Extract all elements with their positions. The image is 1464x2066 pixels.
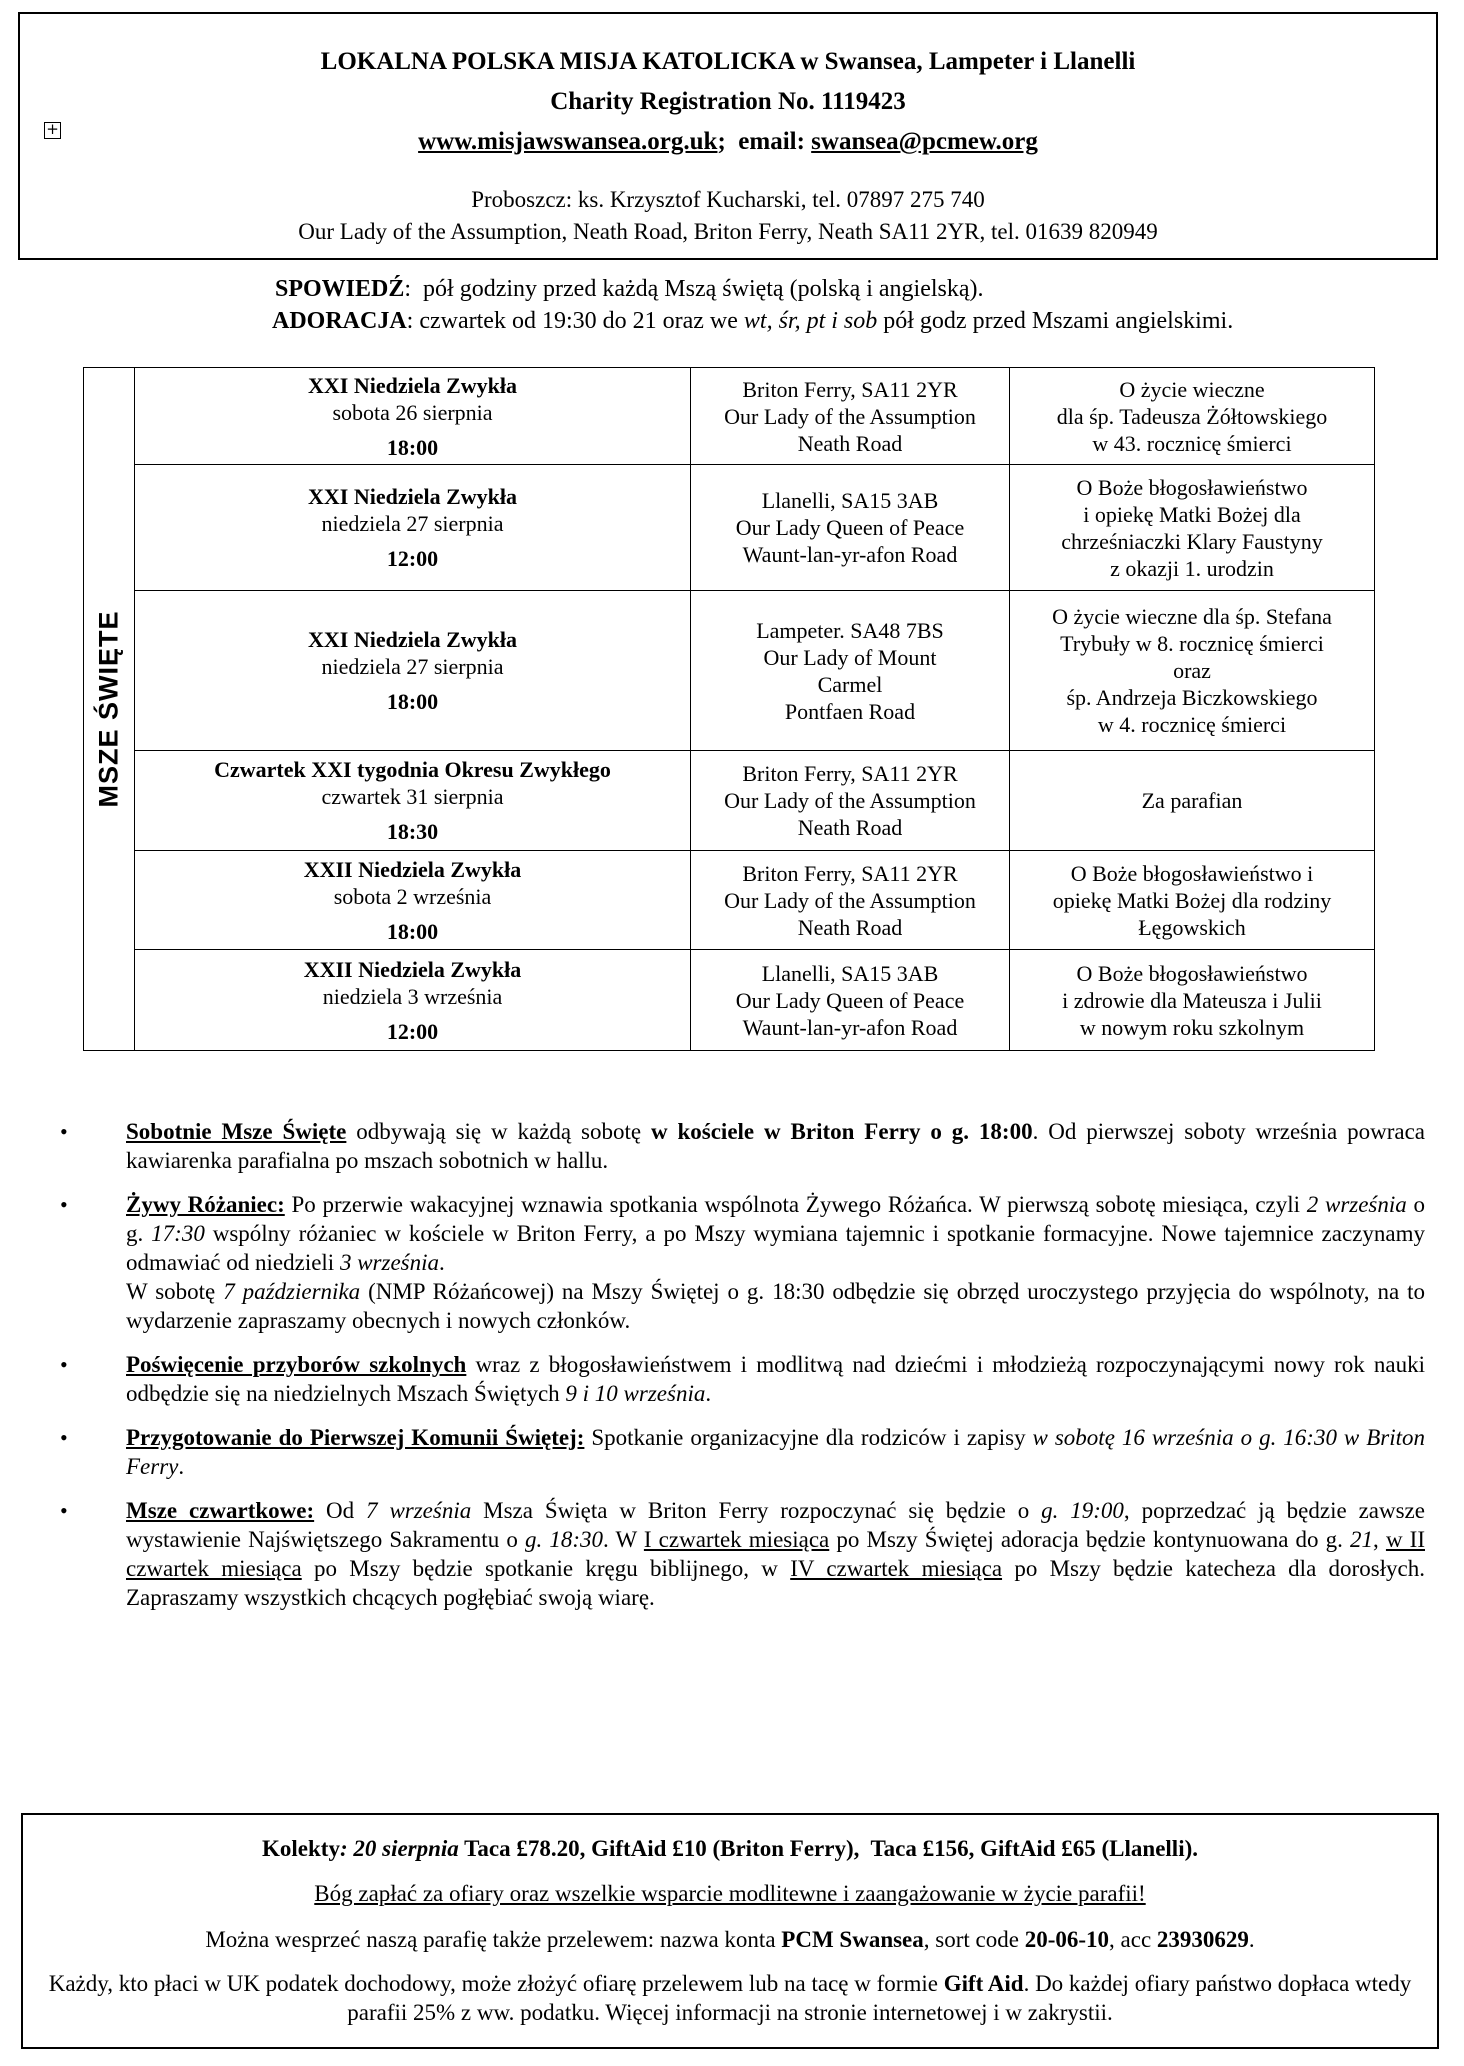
mass-intention-line: w nowym roku szkolnym (1079, 1014, 1305, 1040)
table-expand-icon[interactable]: + (44, 122, 61, 139)
mass-day-name: XXII Niedziela Zwykła (303, 956, 522, 982)
gift-aid-info (23, 1969, 1437, 2027)
mass-place-line: Briton Ferry, SA11 2YR (742, 761, 958, 786)
mass-row (84, 851, 1375, 950)
announcement-emphasis: w kościele w Briton Ferry o g. 18:00 (650, 1119, 1033, 1144)
mission-title: LOKALNA POLSKA MISJA KATOLICKA w Swansea, Lampeter i Llanelli (320, 48, 1136, 75)
mass-place-line: Lampeter. SA48 7BS (756, 617, 944, 643)
mass-time: 12:00 (386, 1018, 439, 1044)
website-link[interactable]: www.misjawswansea.org.uk (418, 128, 718, 155)
mass-intention-line: w 43. rocznicę śmierci (1092, 430, 1292, 456)
mass-schedule-table (83, 367, 1375, 1051)
announcement-date: 2 września (1306, 1192, 1407, 1217)
mass-intention-line: opiekę Matki Bożej dla rodziny (1052, 887, 1332, 913)
email-separator: ; email: (717, 128, 812, 155)
mass-place-cell (691, 368, 1010, 465)
mass-place-line: Waunt-lan-yr-afon Road (742, 1014, 958, 1040)
announcement-title: Żywy Różaniec: (126, 1192, 285, 1217)
masses-side-label: MSZE ŚWIĘTE (93, 610, 124, 808)
mass-intention-line: O Boże błogosławieństwo i (1070, 860, 1314, 886)
email-link[interactable]: swansea@pcmew.org (811, 128, 1038, 155)
bank-text: Można wesprzeć naszą parafię także przelewem: nazwa konta (205, 1927, 782, 1952)
bullet-icon: • (60, 1352, 68, 1377)
mass-place-line: Llanelli, SA15 3AB (761, 488, 939, 513)
mass-place-cell (691, 751, 1010, 851)
collections-label: Kolekty (262, 1836, 340, 1861)
mass-time: 12:00 (386, 546, 439, 571)
mass-place-line: Our Lady Queen of Peace (735, 515, 965, 540)
mass-date: niedziela 3 września (322, 983, 503, 1009)
mass-intention-line: chrześniaczki Klary Faustyny (1061, 528, 1323, 554)
mass-intention-line: i zdrowie dla Mateusza i Julii (1062, 987, 1322, 1013)
announcement-date: 7 października (223, 1279, 361, 1304)
contact-links (20, 122, 1436, 162)
bank-text: , acc (1109, 1927, 1157, 1952)
announcements-list (60, 1117, 1425, 1627)
priest-info: Proboszcz: ks. Krzysztof Kucharski, tel. 07897 275 740 (471, 187, 985, 212)
confession-info (275, 273, 984, 305)
mass-intention-line: dla śp. Tadeusza Żółtowskiego (1056, 403, 1328, 429)
mass-place-line: Pontfaen Road (784, 698, 916, 724)
announcement-text: . (178, 1454, 185, 1479)
mass-place-line: Carmel (817, 671, 883, 697)
gift-aid-text: . Do każdej ofiary państwo dopłaca wtedy parafii 25% z ww. podatku. Więcej informacji na stronie internetowej i w zakrystii. (347, 1971, 1412, 2025)
church-address: Our Lady of the Assumption, Neath Road, Briton Ferry, Neath SA11 2YR, tel. 01639 820949 (298, 219, 1158, 244)
announcement-text: wraz z błogosławieństwem i modlitwą nad dziećmi i młodzieżą rozpoczynającymi nowy rok nauki odbędzie się na niedzielnych Mszach Świętych (126, 1352, 1425, 1406)
mass-place-line: Our Lady of the Assumption (724, 788, 976, 813)
mass-intention-line: oraz (1173, 658, 1211, 683)
bank-text: , sort code (923, 1927, 1025, 1952)
adoration-text-2: pół godz przed Mszami angielskimi. (877, 308, 1234, 334)
bank-transfer-line (23, 1925, 1437, 1955)
announcement-date: 7 września (366, 1498, 472, 1523)
announcement-text: Spotkanie organizacyjne dla rodziców i zapisy (584, 1425, 1033, 1450)
mass-time: 18:00 (386, 434, 439, 460)
collections-colon: : (339, 1836, 354, 1861)
bank-account-name: PCM Swansea (781, 1927, 924, 1952)
announcement-title: Sobotnie Msze Święte (126, 1119, 347, 1144)
mass-place-cell (691, 851, 1010, 950)
announcement-underline: I czwartek miesiąca (643, 1527, 830, 1552)
mass-day-cell (135, 851, 691, 950)
announcement-text: . (439, 1250, 445, 1275)
mass-intention-cell (1010, 950, 1375, 1051)
mass-intention-cell (1010, 465, 1375, 591)
announcement-underline: IV czwartek miesiąca (790, 1556, 1003, 1581)
announcement-underline: w II czwartek miesiąca (126, 1527, 1425, 1581)
mass-day-name: Czwartek XXI tygodnia Okresu Zwykłego (214, 757, 611, 782)
mass-day-cell (135, 751, 691, 851)
mass-day-name: XXI Niedziela Zwykła (308, 484, 517, 509)
adoration-info (272, 305, 1233, 337)
mass-place-line: Briton Ferry, SA11 2YR (742, 860, 958, 886)
announcement-text: po Mszy będzie katecheza dla dorosłych. Zapraszamy wszystkich chcących pogłębiać swoją wiarę. (126, 1556, 1426, 1610)
mass-day-name: XXII Niedziela Zwykła (303, 856, 522, 882)
announcement-title: Przygotowanie do Pierwszej Komunii Świętej: (126, 1425, 585, 1450)
announcement-text: Po przerwie wakacyjnej wznawia spotkania wspólnota Żywego Różańca. W pierwszą sobotę miesiąca, czyli (284, 1192, 1307, 1217)
mass-time: 18:30 (386, 819, 439, 844)
announcement-rosary (60, 1190, 1425, 1335)
mass-date: niedziela 27 sierpnia (321, 511, 504, 536)
mass-row (84, 751, 1375, 851)
charity-registration: Charity Registration No. 1119423 (550, 88, 906, 115)
mass-place-line: Waunt-lan-yr-afon Road (742, 542, 958, 567)
mass-place-cell (691, 950, 1010, 1051)
mass-place-line: Briton Ferry, SA11 2YR (742, 376, 958, 402)
mass-date: niedziela 27 sierpnia (321, 654, 504, 679)
mass-intention-line: w 4. rocznicę śmierci (1097, 712, 1287, 737)
mass-intention-line: Za parafian (1141, 788, 1243, 813)
confession-text: : pół godziny przed każdą Mszą świętą (polską i angielską). (404, 276, 984, 302)
mass-schedule-body (84, 368, 1375, 1051)
mass-day-name: XXI Niedziela Zwykła (308, 627, 517, 652)
mass-row (84, 465, 1375, 591)
mass-row (84, 368, 1375, 465)
mass-intention-line: śp. Andrzeja Biczkowskiego (1066, 685, 1318, 710)
mass-intention-line: Trybuły w 8. rocznicę śmierci (1060, 631, 1324, 656)
bullet-icon: • (60, 1192, 68, 1217)
mass-intention-line: O życie wieczne dla śp. Stefana (1052, 604, 1332, 629)
gift-aid-label: Gift Aid (943, 1971, 1024, 1996)
announcement-title: Msze czwartkowe: (126, 1498, 315, 1523)
collections-amounts: Taca £78.20, GiftAid £10 (Briton Ferry), Taca £156, GiftAid £65 (Llanelli). (458, 1836, 1198, 1861)
announcement-text: (NMP Różańcowej) na Mszy Świętej o g. 18:30 odbędzie się obrzęd uroczystego przyjęcia do wspólnoty, na to wydarzenie zapraszamy obecnych i nowych członków. (126, 1279, 1425, 1333)
mass-day-name: XXI Niedziela Zwykła (308, 372, 517, 398)
confession-label: SPOWIEDŹ (275, 276, 405, 302)
mass-intention-line: z okazji 1. urodzin (1110, 555, 1274, 581)
adoration-text-1: : czwartek od 19:30 do 21 oraz we (406, 308, 744, 334)
announcement-time: 21 (1350, 1527, 1374, 1552)
announcement-time: 17:30 (151, 1221, 205, 1246)
announcement-text: odbywają się w każdą sobotę (346, 1119, 651, 1144)
announcement-first-communion (60, 1423, 1425, 1481)
adoration-days: wt, śr, pt i sob (743, 308, 878, 334)
collections-line (23, 1834, 1437, 1864)
announcement-school-blessing (60, 1350, 1425, 1408)
announcement-text: Od (314, 1498, 367, 1523)
mass-intention-cell (1010, 368, 1375, 465)
announcement-date: w sobotę 16 września o g. 16:30 w Briton Ferry (126, 1425, 1425, 1479)
announcement-text: o g. (126, 1192, 1426, 1246)
announcement-thursday-masses (60, 1496, 1425, 1612)
mass-place-line: Our Lady of the Assumption (724, 887, 976, 913)
mass-intention-line: O Boże błogosławieństwo (1076, 474, 1308, 500)
mass-intention-line: O życie wieczne (1119, 376, 1265, 402)
header-box (18, 12, 1438, 260)
mass-place-line: Llanelli, SA15 3AB (761, 960, 939, 986)
announcement-text: , poprzedzać ją będzie zawsze wystawienie Najświętszego Sakramentu o (126, 1498, 1425, 1552)
collections-footer (21, 1813, 1439, 2049)
mass-place-line: Neath Road (797, 914, 903, 940)
mass-date: czwartek 31 sierpnia (321, 784, 504, 809)
announcement-text: . W (603, 1527, 644, 1552)
mass-place-cell (691, 591, 1010, 751)
adoration-label: ADORACJA (272, 308, 407, 334)
announcement-time: g. 18:30 (524, 1527, 603, 1552)
mass-day-cell (135, 465, 691, 591)
mass-row (84, 950, 1375, 1051)
mass-intention-line: O Boże błogosławieństwo (1076, 960, 1308, 986)
mass-place-line: Our Lady of Mount (763, 644, 937, 670)
thanks-line: Bóg zapłać za ofiary oraz wszelkie wsparcie modlitewne i zaangażowanie w życie parafii! (314, 1881, 1146, 1906)
mass-place-line: Our Lady Queen of Peace (735, 987, 965, 1013)
mass-intention-line: i opiekę Matki Bożej dla (1083, 501, 1301, 527)
announcement-text: Msza Święta w Briton Ferry rozpoczynać się będzie o (471, 1498, 1042, 1523)
mass-time: 18:00 (386, 689, 439, 714)
mass-day-cell (135, 368, 691, 465)
bank-sort-code: 20-06-10 (1024, 1927, 1110, 1952)
announcement-title: Poświęcenie przyborów szkolnych (126, 1352, 467, 1377)
announcement-text: . Od pierwszej soboty września powraca kawiarenka parafialna po mszach sobotnich w hallu. (126, 1119, 1425, 1173)
side-label-cell (84, 368, 135, 1051)
mass-date: sobota 2 września (333, 883, 492, 909)
bullet-icon: • (60, 1425, 68, 1450)
announcement-saturday-masses (60, 1117, 1425, 1175)
announcement-date: 3 września (339, 1250, 439, 1275)
mass-day-cell (135, 950, 691, 1051)
mass-intention-cell (1010, 751, 1375, 851)
announcement-text: po Mszy Świętej adoracja będzie kontynuowana do g. (829, 1527, 1351, 1552)
mass-place-cell (691, 465, 1010, 591)
mass-place-line: Our Lady of the Assumption (724, 403, 976, 429)
announcement-text: wspólny różaniec w kościele w Briton Ferry, a po Mszy wymiana tajemnic i spotkanie formacyjne. Nowe tajemnice zaczynamy odmawiać od niedzieli (126, 1221, 1425, 1275)
announcement-text: W sobotę (126, 1279, 224, 1304)
announcement-text: po Mszy będzie spotkanie kręgu biblijnego, w (301, 1556, 791, 1581)
mass-day-cell (135, 591, 691, 751)
announcement-text: , (1373, 1527, 1386, 1552)
collections-date: 20 sierpnia (353, 1836, 459, 1861)
mass-place-line: Neath Road (797, 815, 903, 840)
mass-time: 18:00 (386, 918, 439, 944)
mass-intention-cell (1010, 591, 1375, 751)
mass-date: sobota 26 sierpnia (332, 399, 493, 425)
bullet-icon: • (60, 1498, 68, 1523)
bank-text: . (1248, 1927, 1255, 1952)
mass-intention-cell (1010, 851, 1375, 950)
announcement-text: . (705, 1381, 712, 1406)
announcement-time: g. 19:00 (1041, 1498, 1124, 1523)
mass-intention-line: Łęgowskich (1138, 914, 1246, 940)
mass-row (84, 591, 1375, 751)
bank-account-number: 23930629 (1156, 1927, 1249, 1952)
gift-aid-text: Każdy, kto płaci w UK podatek dochodowy, może złożyć ofiarę przelewem lub na tacę w formie (48, 1971, 944, 1996)
bullet-icon: • (60, 1119, 68, 1144)
announcement-date: 9 i 10 września (565, 1381, 706, 1406)
mass-place-line: Neath Road (797, 430, 903, 456)
